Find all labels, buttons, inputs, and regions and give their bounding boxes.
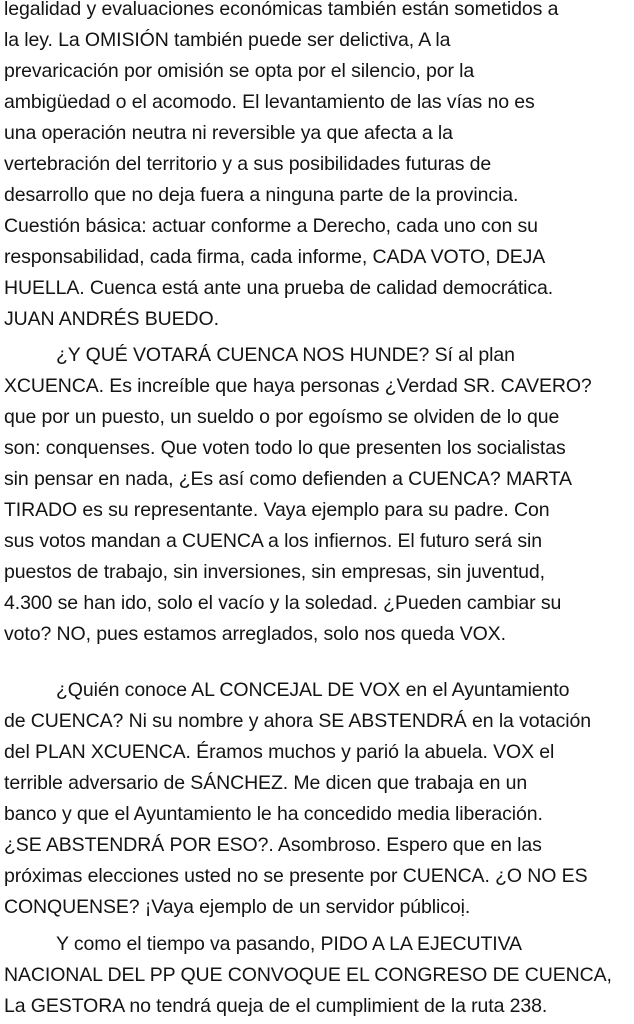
text-line: vertebración del territorio y a sus posibilidades futuras de: [4, 153, 492, 175]
text-line: CONQUENSE? ¡Vaya ejemplo de un servidor públicoị.: [4, 896, 471, 918]
text-line: ¿Y QUÉ VOTARÁ CUENCA NOS HUNDE? Sí al plan: [56, 344, 515, 366]
text-line: HUELLA. Cuenca está ante una prueba de calidad democrática.: [4, 277, 554, 299]
text-line: Cuestión básica: actuar conforme a Derecho, cada uno con su: [4, 215, 538, 237]
text-line: desarrollo que no deja fuera a ninguna parte de la provincia.: [4, 184, 519, 206]
text-line: próximas elecciones usted no se presente por CUENCA. ¿O NO ES: [4, 865, 588, 887]
text-line: ambigüedad o el acomodo. El levantamiento de las vías no es: [4, 91, 535, 113]
text-line: legalidad y evaluaciones económicas también están sometidos a: [4, 0, 559, 20]
paragraph-ejecutiva-pp: [4, 929, 634, 1022]
text-line: Y como el tiempo va pasando, PIDO A LA EJECUTIVA: [56, 933, 522, 955]
text-line: prevaricación por omisión se opta por el silencio, por la: [4, 60, 475, 82]
text-line: voto? NO, pues estamos arreglados, solo nos queda VOX.: [4, 623, 506, 645]
text-line: ¿Quién conoce AL CONCEJAL DE VOX en el Ayuntamiento: [56, 679, 570, 701]
text-line: puestos de trabajo, sin inversiones, sin empresas, sin juventud,: [4, 561, 545, 583]
text-line: 4.300 se han ido, solo el vacío y la soledad. ¿Pueden cambiar su: [4, 592, 562, 614]
text-line: JUAN ANDRÉS BUEDO.: [4, 308, 219, 330]
text-line: XCUENCA. Es increíble que haya personas ¿Verdad SR. CAVERO?: [4, 375, 592, 397]
text-line: responsabilidad, cada firma, cada informe, CADA VOTO, DEJA: [4, 246, 546, 268]
text-line: La GESTORA no tendrá queja de el cumplimient de la ruta 238.: [4, 995, 548, 1017]
paragraph-votara-cuenca: [4, 340, 634, 650]
text-line: sus votos mandan a CUENCA a los infiernos. El futuro será sin: [4, 530, 542, 552]
text-line: que por un puesto, un sueldo o por egoísmo se olviden de lo que: [4, 406, 560, 428]
text-line: son: conquenses. Que voten todo lo que presenten los socialistas: [4, 437, 566, 459]
paragraph-legalidad: [4, 0, 634, 335]
text-line: NACIONAL DEL PP QUE CONVOQUE EL CONGRESO DE CUENCA,: [4, 964, 612, 986]
text-line: del PLAN XCUENCA. Éramos muchos y parió la abuela. VOX el: [4, 741, 555, 763]
text-line: terrible adversario de SÁNCHEZ. Me dicen que trabaja en un: [4, 772, 528, 794]
text-line: TIRADO es su representante. Vaya ejemplo para su padre. Con: [4, 499, 550, 521]
text-line: la ley. La OMISIÓN también puede ser delictiva, A la: [4, 29, 451, 51]
text-line: banco y que el Ayuntamiento le ha concedido media liberación.: [4, 803, 543, 825]
text-line: de CUENCA? Ni su nombre y ahora SE ABSTENDRÁ en la votación: [4, 710, 591, 732]
paragraph-concejal-vox: [4, 675, 634, 923]
text-line: sin pensar en nada, ¿Es así como defienden a CUENCA? MARTA: [4, 468, 572, 490]
text-line: ¿SE ABSTENDRÁ POR ESO?. Asombroso. Espero que en las: [4, 834, 542, 856]
text-line: una operación neutra ni reversible ya que afecta a la: [4, 122, 453, 144]
